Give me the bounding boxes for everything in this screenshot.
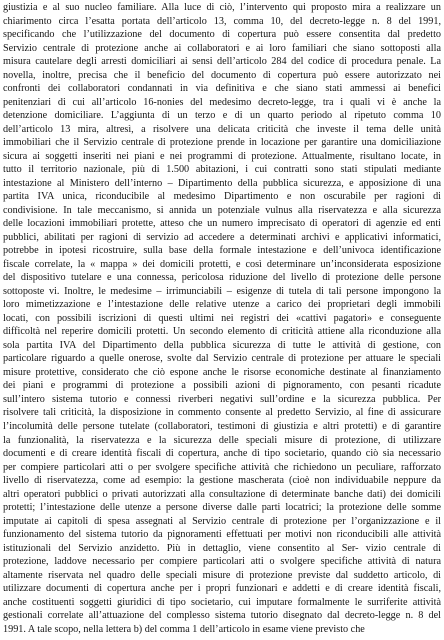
text-line: la funzionalità, la riservatezza e la sicurezza delle speciali misure di protezione, di utilizzare (3, 434, 441, 446)
text-line: specificando che l’utilizzazione del documento di copertura può essere consentita dal predetto (3, 29, 441, 41)
text-line: del dispositivo tutelare e una connessa, pericolosa riduzione del livello di protezione delle persone (3, 272, 441, 284)
text-line: delle locazioni immobiliari protette, atteso che un numero imprecisato di operatori di agenzie ed enti (3, 218, 441, 230)
text-line: penitenziari di cui all’articolo 16-nonies del medesimo decreto-legge, tra i quali vi è anche la (3, 96, 441, 108)
text-line: misura cautelare degli arresti domiciliari ai sensi dell’articolo 284 del codice di procedura penale. La (3, 56, 441, 68)
text-line: istituzionali del Servizio anzidetto. Più in dettaglio, viene consentito al Ser- vizio centrale di (3, 542, 441, 554)
text-line: particolare riguardo a quelle onerose, svolte dal Servizio centrale di protezione per attuare le speciali (3, 353, 441, 365)
text-line: altri operatori pubblici o privati autorizzati alla consultazione di determinate banche dati) dei domicili (3, 488, 441, 500)
text-line: pubblici, abilitati per ragioni di servizio ad accedere a determinati archivi e applicativi informatici, (3, 231, 441, 243)
text-line: livello di riservatezza, come ad esempio: la gestione mascherata (cioè non individuabile neppure da (3, 475, 441, 487)
text-line: fiscale correlate, la « mappa » dei domicili protetti, e così determinare un’inconsiderata esposizione (3, 258, 441, 270)
text-line: protetti; l’intestazione delle utenze a persone diverse dalle parti locatrici; la protezione delle somme (3, 502, 441, 514)
text-line: sicura ai soggetti inseriti nei piani e nei programmi di protezione. Attualmente, risultano locate, in (3, 150, 441, 162)
text-line: intestazione al Ministero dell’interno – Dipartimento della pubblica sicurezza, e apposizione di una (3, 177, 441, 189)
text-line: imputate ai capitoli di spesa assegnati al Servizio centrale di protezione per l’organizzazione e il (3, 515, 441, 527)
text-line: per compiere particolari atti o per svolgere specifiche attività che richiedono un peculiare, rafforzato (3, 461, 441, 473)
text-line: misure protettive, considerato che ciò espone anche le risorse economiche destinate al finanziamento (3, 366, 441, 378)
text-line: immobiliari che il Servizio centrale di protezione prende in locazione per garantire una domiciliazione (3, 137, 441, 149)
text-line: sottoposte vi. Inoltre, le medesime – irrimunciabili – esigenze di tutela di tali persone impongono la (3, 285, 441, 297)
text-line: anche costituenti soggetti giuridici di tipo societario, cui imputare formalmente le surriferite attività (3, 596, 441, 608)
text-line: detenzione domiciliare. L’aggiunta di un terzo e di un quarto periodo al ripetuto comma 10 (3, 110, 441, 122)
text-line: Servizio centrale di protezione anche ai collaboratori e ai loro familiari che siano sottoposti alla (3, 42, 441, 54)
text-line: sull’intero sistema tutorio e connessi riverberi negativi sull’ordine e la sicurezza pubblica. Per (3, 393, 441, 405)
text-line: dei piani e programmi di protezione a possibili azioni di pignoramento, con pesanti ricadute (3, 380, 441, 392)
text-line: dell’articolo 13 mira, altresì, a risolvere una delicata criticità che investe il tema delle unità (3, 123, 441, 135)
text-line: confronti dei collaboratori condannati in via definitiva e che siano stati ammessi ai benefici (3, 83, 441, 95)
text-line: giustizia e al suo nucleo familiare. Alla luce di ciò, l’intervento qui proposto mira a realizzare un (3, 2, 441, 13)
text-line: chiarimento circa l’esatta portata dell’articolo 13, comma 10, del decreto-legge n. 8 del 1991, (3, 15, 441, 27)
text-line: funzionamento del sistema tutorio da pignoramenti effettuati per motivi non riconducibili alle attività (3, 529, 441, 541)
body-paragraph (3, 1, 441, 636)
text-line: gestionali correlate all’attuazione del complesso sistema tutorio disegnato dal decreto-legge n. 8 del (3, 610, 441, 622)
text-line: utilizzare documenti di copertura anche per i propri funzionari e addetti e di creare identità fiscali, (3, 583, 441, 595)
text-line: altamente riservata nel quadro delle speciali misure di protezione previste dal suddetto articolo, di (3, 569, 441, 581)
text-line: condivisione. In tale meccanismo, si annida un potenziale vulnus alla riservatezza e alla sicurezza (3, 204, 441, 216)
text-line: protezione, laddove necessario per compiere particolari atti o svolgere specifiche attività di natura (3, 556, 441, 568)
text-line: difficoltà nel reperire domicili protetti. Un secondo elemento di criticità attiene alla riconduzione alla (3, 326, 441, 338)
text-line: documenti e di creare identità fiscali di copertura, anche di tipo societario, quando ciò sia necessario (3, 448, 441, 460)
text-line: 1991. A tale scopo, nella lettera b) del comma 1 dell’articolo in esame viene previsto che (3, 623, 365, 635)
text-line: tutto il territorio nazionale, più di 1.500 abitazioni, i cui contratti sono stati stipulati mediante (3, 164, 441, 176)
text-line: partita IVA unica, riconducibile al medesimo Dipartimento e non oscurabile per ragioni di (3, 191, 441, 203)
text-line: l’incolumità delle persone tutelate (collaboratori, testimoni di giustizia e altri protetti) e di garantire (3, 420, 441, 432)
text-line: locati, con possibili iscrizioni di questi ultimi nei registri dei «cattivi pagatori» e conseguente (3, 312, 441, 324)
text-line: sola partita IVA del Dipartimento della pubblica sicurezza di tutte le attività di gestione, con (3, 339, 441, 351)
text-line: risolvere tali criticità, la disposizione in commento consente al predetto Servizio, al fine di assicurare (3, 407, 441, 419)
text-line: potrebbe in ipotesi ricostruire, sulla base della formale intestazione e dell’univoca identificazione (3, 245, 441, 257)
text-line: novella, inoltre, precisa che il beneficio del documento di copertura può essere autorizzato nei (3, 69, 441, 81)
text-line: loro mimetizzazione e l’intestazione delle relative utenze a carico dei proprietari degli immobili (3, 299, 441, 311)
